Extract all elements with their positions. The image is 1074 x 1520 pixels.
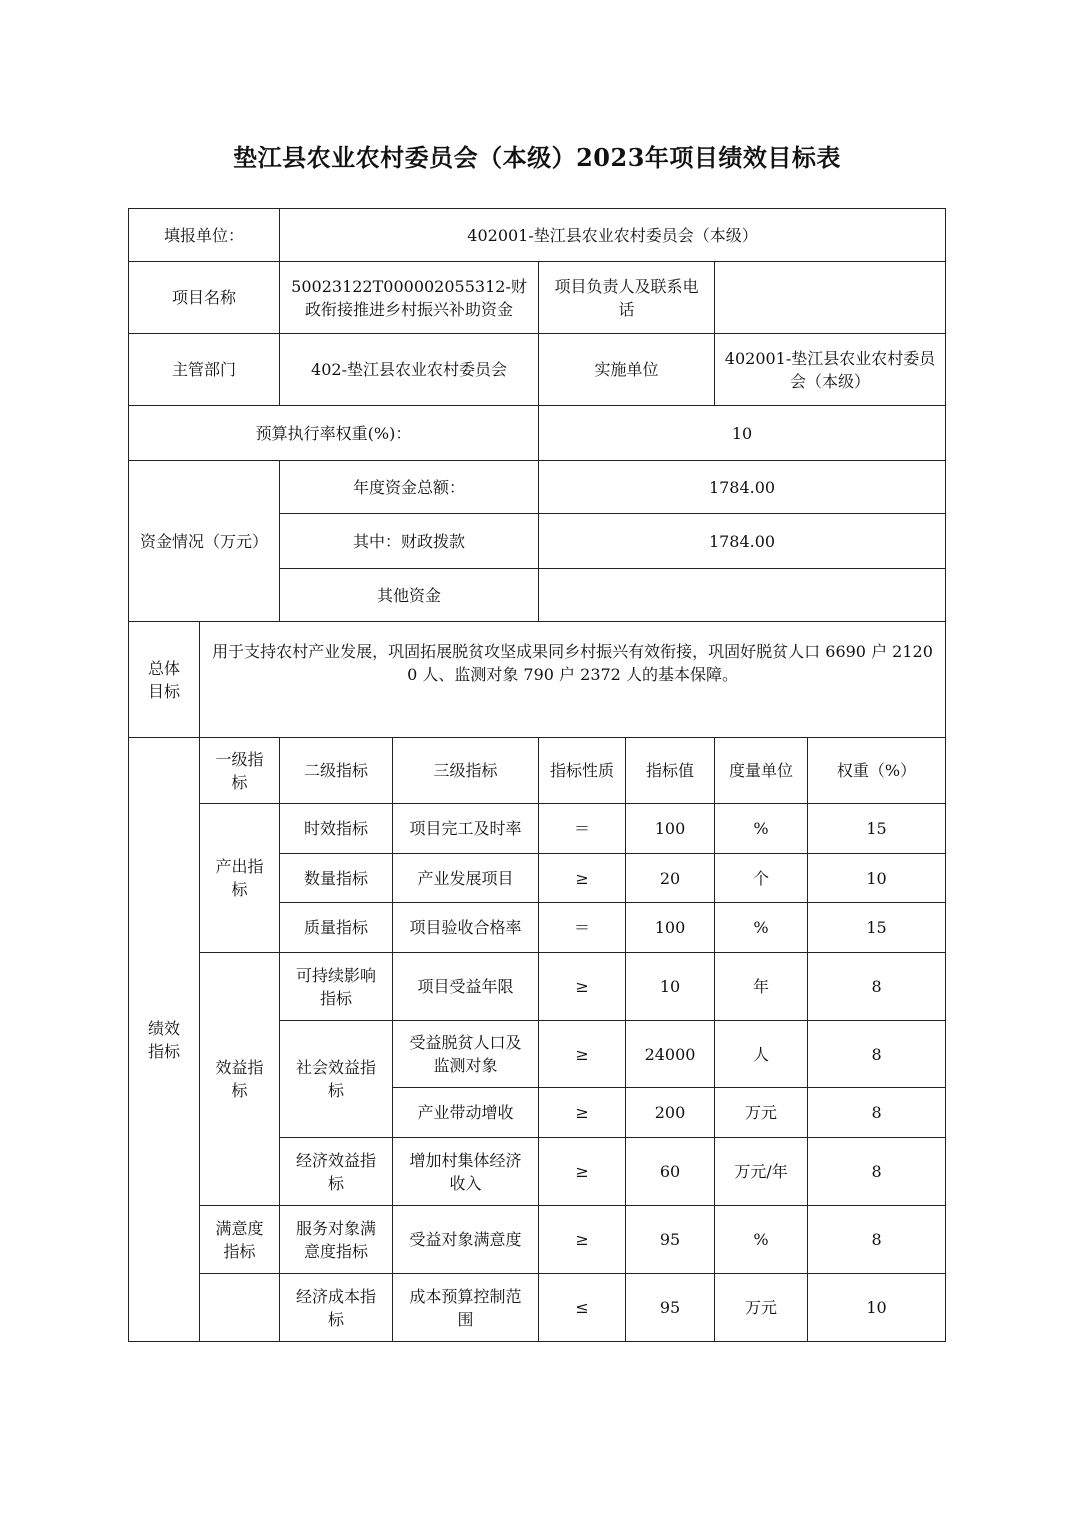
weight-cell: 10	[808, 1274, 946, 1342]
unit-cell: 个	[715, 854, 808, 903]
level1-benefit: 效益指标	[200, 953, 280, 1206]
weight-cell: 10	[808, 854, 946, 903]
level2-cell: 数量指标	[280, 854, 393, 903]
value-cell: 95	[626, 1206, 715, 1274]
value-cell: 60	[626, 1138, 715, 1206]
header-level2: 二级指标	[280, 738, 393, 804]
nature-cell: ≥	[539, 1021, 626, 1088]
implementer-value: 402001-垫江县农业农村委员会（本级）	[715, 334, 946, 406]
budget-rate-label: 预算执行率权重(%)：	[129, 406, 539, 461]
level2-cell: 服务对象满意度指标	[280, 1206, 393, 1274]
budget-rate-value: 10	[539, 406, 946, 461]
weight-cell: 8	[808, 1088, 946, 1138]
budget-rate-row	[129, 406, 946, 461]
level3-cell: 成本预算控制范围	[393, 1274, 539, 1342]
value-cell: 200	[626, 1088, 715, 1138]
value-cell: 100	[626, 804, 715, 854]
level1-satisfaction: 满意度指标	[200, 1206, 280, 1274]
weight-cell: 15	[808, 804, 946, 854]
weight-cell: 8	[808, 1206, 946, 1274]
header-level3: 三级指标	[393, 738, 539, 804]
department-value: 402-垫江县农业农村委员会	[280, 334, 539, 406]
weight-cell: 8	[808, 1021, 946, 1088]
value-cell: 24000	[626, 1021, 715, 1088]
fiscal-value: 1784.00	[539, 514, 946, 569]
indicator-header-row	[129, 738, 946, 804]
nature-cell: ≥	[539, 1206, 626, 1274]
level2-cell: 可持续影响指标	[280, 953, 393, 1021]
level3-cell: 受益对象满意度	[393, 1206, 539, 1274]
level2-cell: 社会效益指标	[280, 1021, 393, 1138]
value-cell: 20	[626, 854, 715, 903]
level2-cell: 经济成本指标	[280, 1274, 393, 1342]
level1-output: 产出指标	[200, 804, 280, 953]
nature-cell: ≥	[539, 854, 626, 903]
annual-total-value: 1784.00	[539, 461, 946, 514]
level3-cell: 产业带动增收	[393, 1088, 539, 1138]
level3-cell: 受益脱贫人口及监测对象	[393, 1021, 539, 1088]
reporting-unit-row	[129, 209, 946, 262]
other-funds-value	[539, 569, 946, 622]
department-row	[129, 334, 946, 406]
level2-cell: 质量指标	[280, 903, 393, 953]
unit-cell: 人	[715, 1021, 808, 1088]
nature-cell: ＝	[539, 804, 626, 854]
weight-cell: 8	[808, 953, 946, 1021]
indicator-row	[129, 804, 946, 854]
project-lead-value	[715, 262, 946, 334]
unit-cell: %	[715, 1206, 808, 1274]
value-cell: 95	[626, 1274, 715, 1342]
project-name-label: 项目名称	[129, 262, 280, 334]
value-cell: 10	[626, 953, 715, 1021]
weight-cell: 15	[808, 903, 946, 953]
unit-cell: %	[715, 804, 808, 854]
unit-cell: 万元	[715, 1088, 808, 1138]
overall-goal-label: 总体目标	[129, 622, 200, 738]
annual-total-label: 年度资金总额：	[280, 461, 539, 514]
level3-cell: 项目受益年限	[393, 953, 539, 1021]
page-title: 垫江县农业农村委员会（本级）2023年项目绩效目标表	[233, 143, 841, 172]
header-value: 指标值	[626, 738, 715, 804]
indicators-label: 绩效指标	[129, 738, 200, 1342]
header-nature: 指标性质	[539, 738, 626, 804]
nature-cell: ＝	[539, 903, 626, 953]
department-label: 主管部门	[129, 334, 280, 406]
indicator-row	[129, 1206, 946, 1274]
value-cell: 100	[626, 903, 715, 953]
indicator-row	[129, 953, 946, 1021]
unit-cell: 万元/年	[715, 1138, 808, 1206]
funds-label: 资金情况（万元）	[129, 461, 280, 622]
header-unit: 度量单位	[715, 738, 808, 804]
other-funds-label: 其他资金	[280, 569, 539, 622]
level3-cell: 项目完工及时率	[393, 804, 539, 854]
nature-cell: ≤	[539, 1274, 626, 1342]
level3-cell: 项目验收合格率	[393, 903, 539, 953]
level2-cell: 经济效益指标	[280, 1138, 393, 1206]
project-lead-label: 项目负责人及联系电话	[539, 262, 715, 334]
weight-cell: 8	[808, 1138, 946, 1206]
header-level1: 一级指标	[200, 738, 280, 804]
level3-cell: 增加村集体经济收入	[393, 1138, 539, 1206]
level2-cell: 时效指标	[280, 804, 393, 854]
nature-cell: ≥	[539, 1088, 626, 1138]
unit-cell: 年	[715, 953, 808, 1021]
performance-target-table	[128, 208, 946, 1342]
reporting-unit-label: 填报单位：	[129, 209, 280, 262]
project-name-value: 50023122T000002055312-财政衔接推进乡村振兴补助资金	[280, 262, 539, 334]
nature-cell: ≥	[539, 1138, 626, 1206]
overall-goal-text: 用于支持农村产业发展，巩固拓展脱贫攻坚成果同乡村振兴有效衔接，巩固好脱贫人口 6690 户 21200 人、监测对象 790 户 2372 人的基本保障。	[200, 622, 946, 738]
overall-goal-row	[129, 622, 946, 738]
project-name-row	[129, 262, 946, 334]
funds-total-row	[129, 461, 946, 514]
implementer-label: 实施单位	[539, 334, 715, 406]
header-weight: 权重（%）	[808, 738, 946, 804]
level3-cell: 产业发展项目	[393, 854, 539, 903]
unit-cell: 万元	[715, 1274, 808, 1342]
indicator-row	[129, 1274, 946, 1342]
unit-cell: %	[715, 903, 808, 953]
fiscal-label: 其中：财政拨款	[280, 514, 539, 569]
nature-cell: ≥	[539, 953, 626, 1021]
reporting-unit-value: 402001-垫江县农业农村委员会（本级）	[280, 209, 946, 262]
level1-cost	[200, 1274, 280, 1342]
